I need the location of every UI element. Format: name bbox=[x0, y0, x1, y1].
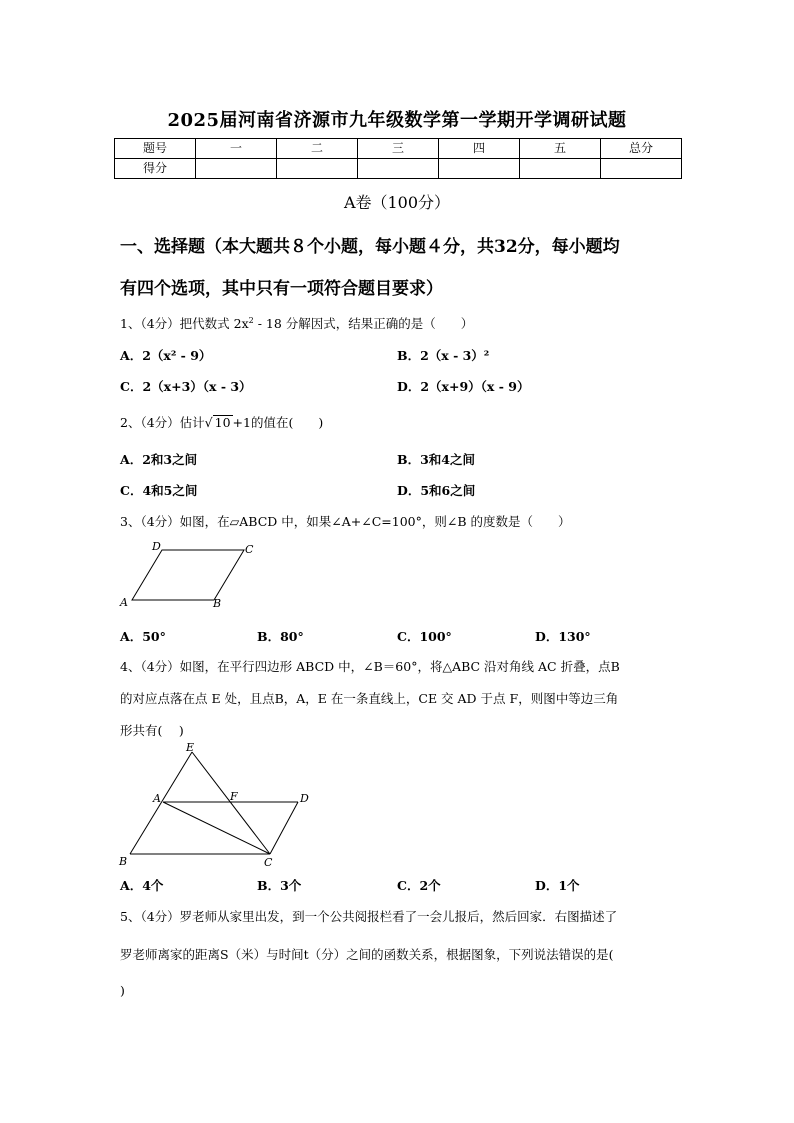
question-4-line1: 4、（4分）如图，在平行四边形 ABCD 中，∠B＝60°，将△ABC 沿对角线 AC 折叠，点B bbox=[120, 659, 620, 674]
score-header-cell: 一 bbox=[196, 139, 277, 159]
volume-heading: A卷（100分） bbox=[343, 193, 451, 212]
line-dc bbox=[270, 802, 298, 854]
q4-option-a: A．4个 bbox=[120, 878, 164, 893]
radicand: 10 bbox=[214, 415, 231, 430]
q2-stem-pre: 2、（4分）估计 bbox=[120, 415, 205, 430]
score-row-label: 得分 bbox=[115, 159, 196, 179]
section-heading-line2: 有四个选项，其中只有一项符合题目要求） bbox=[120, 279, 443, 299]
score-cell bbox=[196, 159, 277, 179]
label-d: D bbox=[152, 540, 161, 553]
score-cell bbox=[277, 159, 358, 179]
score-table bbox=[114, 138, 682, 179]
q3-option-d: D．130° bbox=[535, 629, 591, 644]
score-header-cell: 三 bbox=[358, 139, 439, 159]
section-heading-line1: 一、选择题（本大题共８个小题，每小题４分，共32分，每小题均 bbox=[120, 237, 620, 257]
score-header-cell: 五 bbox=[520, 139, 601, 159]
folded-parallelogram-figure bbox=[114, 740, 324, 870]
label-d: D bbox=[300, 792, 309, 805]
question-2-stem bbox=[120, 413, 323, 431]
score-cell bbox=[439, 159, 520, 179]
q4-option-b: B．3个 bbox=[257, 878, 302, 893]
label-f: F bbox=[230, 790, 238, 803]
q3-option-b: B．80° bbox=[257, 629, 304, 644]
label-a: A bbox=[120, 596, 128, 609]
q4-option-d: D．1个 bbox=[535, 878, 580, 893]
label-b: B bbox=[213, 597, 222, 610]
q2-option-a: A．2和3之间 bbox=[120, 452, 198, 467]
question-5-line1: 5、（4分）罗老师从家里出发，到一个公共阅报栏看了一会儿报后，然后回家．右图描述了 bbox=[120, 909, 618, 924]
score-table-header-row bbox=[115, 139, 682, 159]
parallelogram-abcd bbox=[132, 550, 244, 600]
label-c: C bbox=[264, 856, 273, 869]
score-table-score-row bbox=[115, 159, 682, 179]
q2-option-d: D．5和6之间 bbox=[397, 483, 476, 498]
exponent: 2 bbox=[248, 315, 254, 325]
score-header-cell: 总分 bbox=[601, 139, 682, 159]
score-header-cell: 四 bbox=[439, 139, 520, 159]
score-cell bbox=[520, 159, 601, 179]
line-ac bbox=[163, 802, 270, 854]
q1-option-b: B．2（x - 3）² bbox=[397, 348, 490, 363]
question-5-line2: 罗老师离家的距离S（米）与时间t（分）之间的函数关系，根据图象，下列说法错误的是( bbox=[120, 947, 614, 962]
q2-stem-post: +1的值在( ) bbox=[232, 415, 324, 430]
score-cell bbox=[358, 159, 439, 179]
q1-option-d: D．2（x+9）（x - 9） bbox=[397, 379, 530, 394]
score-cell bbox=[601, 159, 682, 179]
q4-option-c: C．2个 bbox=[397, 878, 441, 893]
q3-option-a: A．50° bbox=[120, 629, 166, 644]
label-a: A bbox=[153, 792, 161, 805]
q2-option-c: C．4和5之间 bbox=[120, 483, 198, 498]
page-title: 2025届河南省济源市九年级数学第一学期开学调研试题 bbox=[167, 110, 627, 131]
line-ec bbox=[192, 752, 270, 854]
question-4-line3: 形共有( ) bbox=[120, 723, 184, 738]
label-b: B bbox=[119, 855, 128, 868]
q3-option-c: C．100° bbox=[397, 629, 452, 644]
question-5-line3: ) bbox=[120, 983, 125, 998]
parallelogram-figure bbox=[114, 538, 264, 610]
question-4-line2: 的对应点落在点 E 处，且点B，A，E 在一条直线上，CE 交 AD 于点 F，则图中等边三角 bbox=[120, 691, 619, 706]
question-3-stem: 3、（4分）如图，在▱ABCD 中，如果∠A+∠C=100°，则∠B 的度数是（ ） bbox=[120, 514, 571, 529]
square-root: √ 10 bbox=[204, 415, 231, 430]
q1-stem-post: - 18 分解因式，结果正确的是（ ） bbox=[253, 316, 474, 331]
line-be bbox=[130, 752, 192, 854]
q1-option-a: A．2（x² - 9） bbox=[120, 348, 212, 363]
score-header-cell: 二 bbox=[277, 139, 358, 159]
q1-stem-pre: 1、（4分）把代数式 2x bbox=[120, 316, 249, 331]
label-c: C bbox=[245, 543, 254, 556]
q1-option-c: C．2（x+3）（x - 3） bbox=[120, 379, 252, 394]
score-header-cell: 题号 bbox=[115, 139, 196, 159]
label-e: E bbox=[186, 741, 195, 754]
question-1-stem bbox=[120, 314, 473, 332]
q2-option-b: B．3和4之间 bbox=[397, 452, 475, 467]
